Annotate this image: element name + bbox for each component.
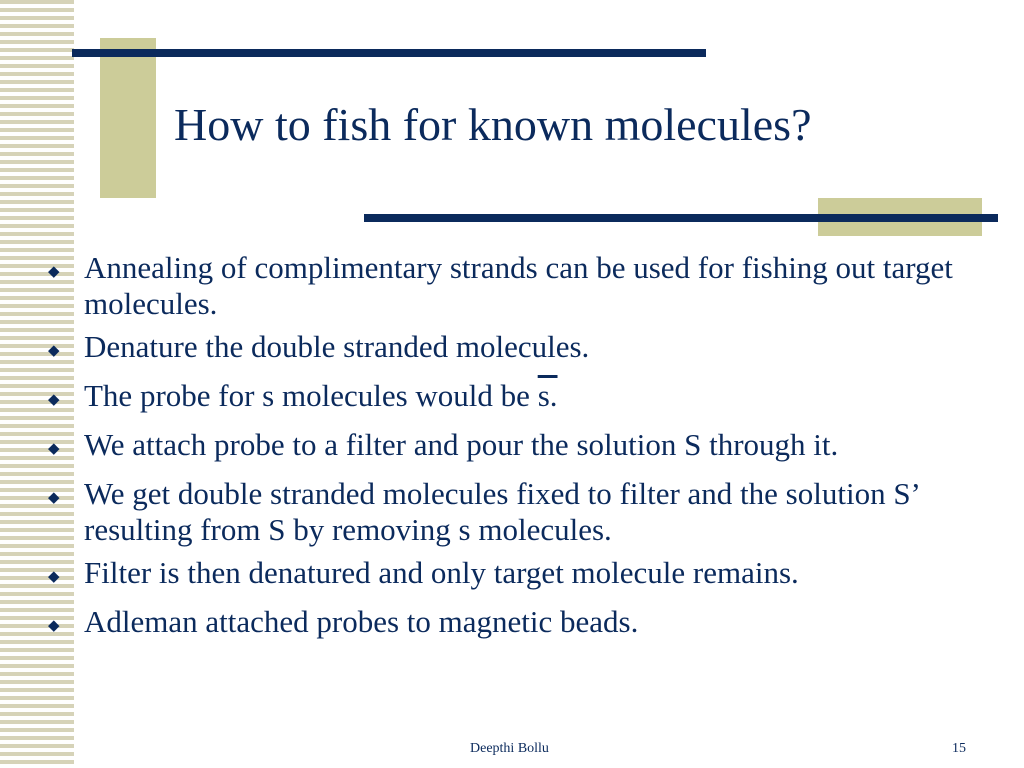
bullet-item [48, 250, 1010, 322]
decorative-navy-line-bottom [364, 214, 998, 222]
diamond-icon: ◆ [48, 390, 60, 408]
slide-title: How to fish for known molecules? [174, 99, 812, 150]
bullet-item [48, 555, 1010, 597]
footer-author: Deepthi Bollu [470, 741, 549, 756]
probe-complement-symbol: s. [537, 378, 558, 413]
bullet-item [48, 476, 1010, 548]
bullet-text: Adleman attached probes to magnetic beads. [84, 604, 639, 639]
probe-text: The probe for s molecules would be [84, 378, 538, 413]
footer-page-number: 15 [952, 741, 966, 756]
diamond-icon: ◆ [48, 567, 60, 585]
bullet-text: We get double stranded molecules fixed to filter and the solution S’ resulting from S by removing s molecules. [84, 476, 919, 547]
bullet-item [48, 378, 1010, 420]
bullet-text: Annealing of complimentary strands can be used for fishing out target molecules. [84, 250, 953, 321]
diamond-icon: ◆ [48, 616, 60, 634]
diamond-icon: ◆ [48, 439, 60, 457]
bullet-text: Filter is then denatured and only target molecule remains. [84, 555, 799, 590]
decorative-tan-bar-left [100, 38, 156, 198]
bullet-item [48, 329, 1010, 371]
diamond-icon: ◆ [48, 262, 60, 280]
bullet-text: Denature the double stranded molecules. [84, 329, 590, 364]
decorative-navy-line-top [72, 49, 706, 57]
bullet-text-probe [84, 378, 1010, 414]
diamond-icon: ◆ [48, 488, 60, 506]
diamond-icon: ◆ [48, 341, 60, 359]
bullet-text: We attach probe to a filter and pour the solution S through it. [84, 427, 839, 462]
bullet-list [48, 250, 1010, 653]
bullet-item [48, 604, 1010, 646]
bullet-item [48, 427, 1010, 469]
